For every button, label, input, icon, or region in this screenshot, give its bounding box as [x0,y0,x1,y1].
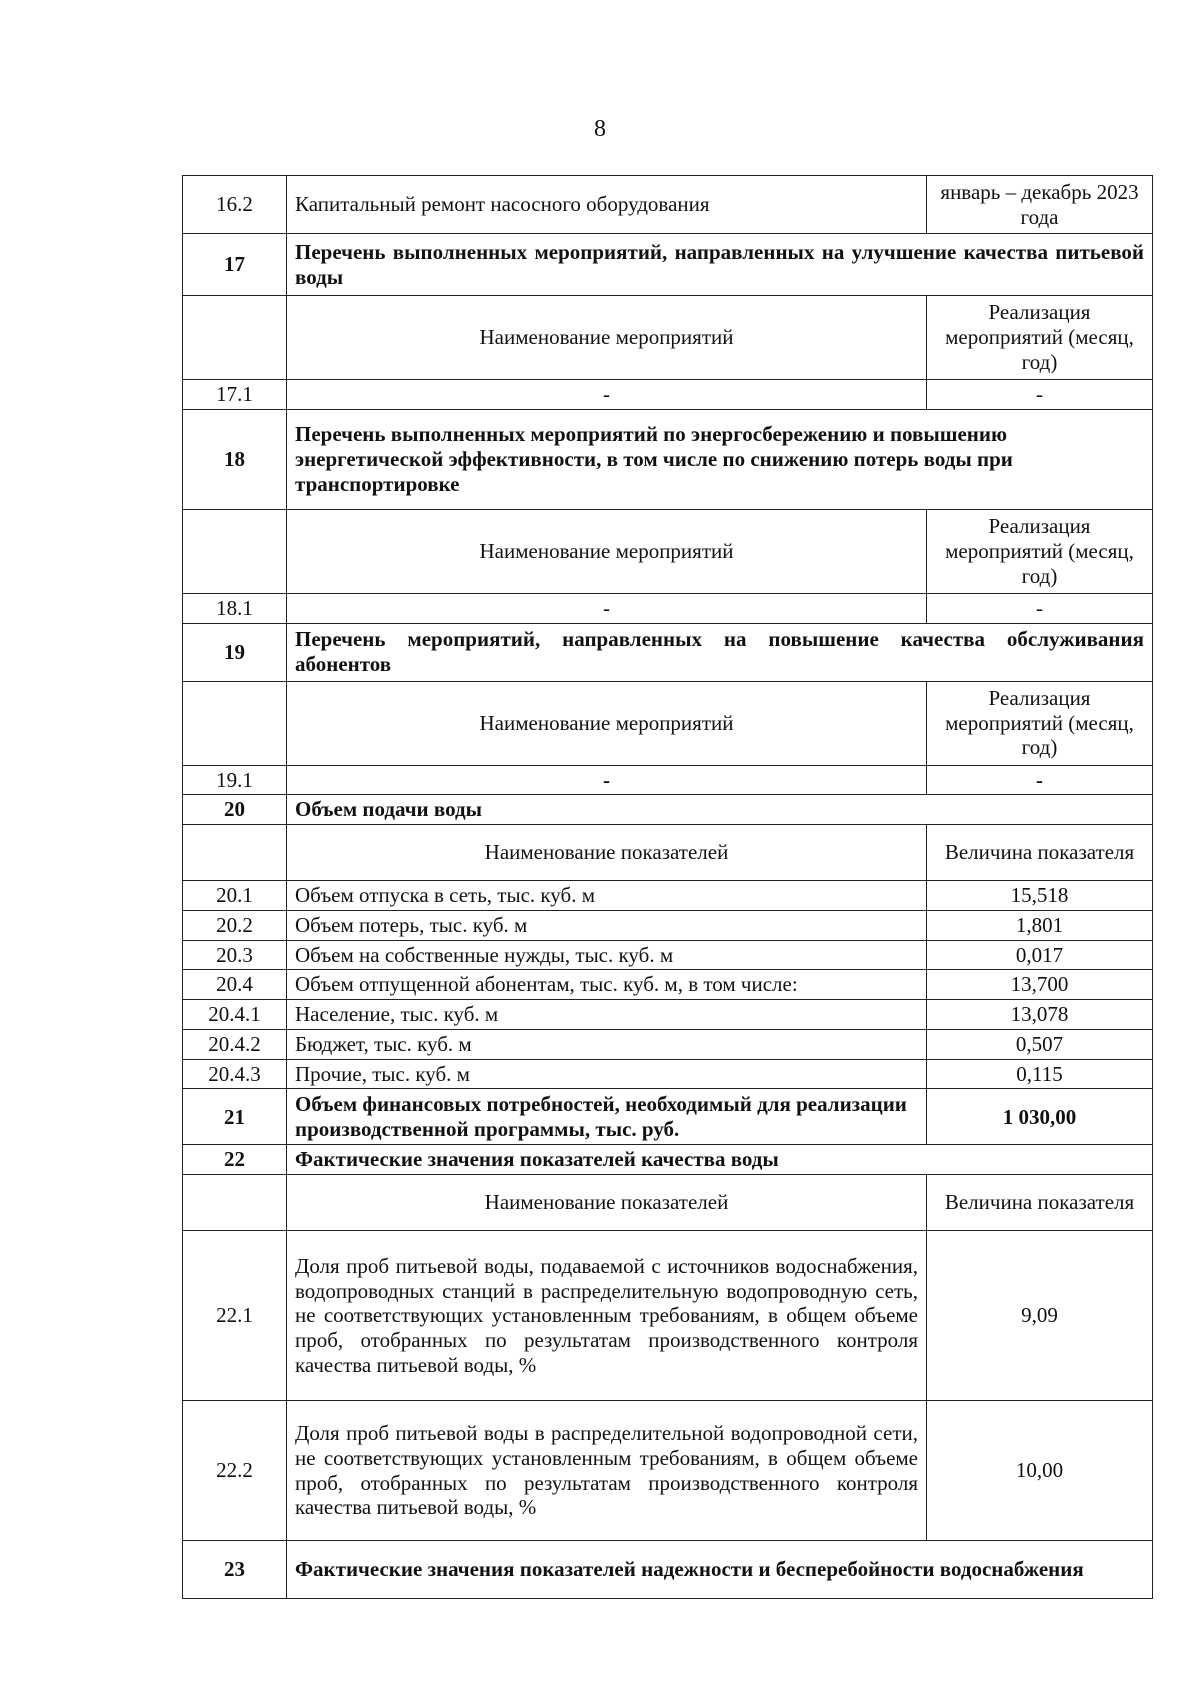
section-header-row [183,409,1153,509]
section-number: 23 [183,1541,287,1599]
section-header-row [183,795,1153,825]
row-number: 22.1 [183,1231,287,1401]
row-value: 13,700 [927,970,1153,1000]
section-title: Перечень выполненных мероприятий по энергосбережению и повышению энергетической эффективности, в том числе по снижению потерь воды при транспортировке [287,409,1153,509]
section-title: Перечень мероприятий, направленных на повышение качества обслуживания абонентов [287,623,1153,681]
table-row [183,881,1153,911]
row-value: 15,518 [927,881,1153,911]
table-row [183,593,1153,623]
row-value: - [927,593,1153,623]
empty-cell [183,509,287,593]
row-name: Капитальный ремонт насосного оборудования [287,176,927,234]
column-header-name: Наименование показателей [287,825,927,881]
table-row [183,1029,1153,1059]
row-name: Объем финансовых потребностей, необходимый для реализации производственной программы, тыс. руб. [287,1089,927,1145]
table-row [183,1089,1153,1145]
row-name: Объем отпущенной абонентам, тыс. куб. м, в том числе: [287,970,927,1000]
column-header-row [183,1175,1153,1231]
row-name: Доля проб питьевой воды в распределительной водопроводной сети, не соответствующих установленным требованиям, в общем объеме проб, отобранных по результатам производственного контроля качества питьевой воды, % [287,1401,927,1541]
table-row [183,1401,1153,1541]
row-name: Объем потерь, тыс. куб. м [287,910,927,940]
row-name: Прочие, тыс. куб. м [287,1059,927,1089]
row-number: 19.1 [183,765,287,795]
row-number: 21 [183,1089,287,1145]
section-header-row [183,1541,1153,1599]
table-row [183,176,1153,234]
row-number: 20.4.2 [183,1029,287,1059]
table-row [183,1059,1153,1089]
page-number: 8 [594,116,606,142]
row-value: - [927,380,1153,410]
row-number: 16.2 [183,176,287,234]
section-number: 18 [183,409,287,509]
column-header-value: Реализация мероприятий (месяц, год) [927,681,1153,765]
table-row [183,380,1153,410]
section-title: Перечень выполненных мероприятий, направленных на улучшение качества питьевой воды [287,234,1153,296]
section-title: Объем подачи воды [287,795,1153,825]
column-header-row [183,825,1153,881]
row-name: Объем отпуска в сеть, тыс. куб. м [287,881,927,911]
column-header-name: Наименование показателей [287,1175,927,1231]
row-number: 20.1 [183,881,287,911]
empty-cell [183,681,287,765]
indicators-table [182,175,1153,1599]
column-header-name: Наименование мероприятий [287,296,927,380]
column-header-value: Реализация мероприятий (месяц, год) [927,296,1153,380]
column-header-value: Реализация мероприятий (месяц, год) [927,509,1153,593]
section-title: Фактические значения показателей надежности и бесперебойности водоснабжения [287,1541,1153,1599]
table-row [183,1000,1153,1030]
column-header-row [183,296,1153,380]
row-name: - [287,593,927,623]
row-name: - [287,380,927,410]
row-value: 0,507 [927,1029,1153,1059]
row-name: Объем на собственные нужды, тыс. куб. м [287,940,927,970]
row-value: 10,00 [927,1401,1153,1541]
row-value: январь – декабрь 2023 года [927,176,1153,234]
row-name: Доля проб питьевой воды, подаваемой с источников водоснабжения, водопроводных станций в распределительную водопроводную сеть, не соответствующих установленным требованиям, в общем объеме проб, отобранных по результатам производственного контроля качества питьевой воды, % [287,1231,927,1401]
row-number: 20.4.1 [183,1000,287,1030]
column-header-name: Наименование мероприятий [287,681,927,765]
column-header-row [183,509,1153,593]
section-header-row [183,234,1153,296]
row-number: 20.2 [183,910,287,940]
row-number: 17.1 [183,380,287,410]
section-number: 19 [183,623,287,681]
row-name: Население, тыс. куб. м [287,1000,927,1030]
row-value: - [927,765,1153,795]
row-number: 20.4.3 [183,1059,287,1089]
row-number: 18.1 [183,593,287,623]
table-row [183,970,1153,1000]
section-header-row [183,623,1153,681]
row-value: 13,078 [927,1000,1153,1030]
row-value: 9,09 [927,1231,1153,1401]
row-number: 20.4 [183,970,287,1000]
row-value: 0,017 [927,940,1153,970]
empty-cell [183,1175,287,1231]
row-number: 22.2 [183,1401,287,1541]
row-name: Бюджет, тыс. куб. м [287,1029,927,1059]
column-header-value: Величина показателя [927,1175,1153,1231]
column-header-value: Величина показателя [927,825,1153,881]
row-name: - [287,765,927,795]
section-number: 22 [183,1145,287,1175]
section-number: 20 [183,795,287,825]
row-number: 20.3 [183,940,287,970]
empty-cell [183,296,287,380]
row-value: 0,115 [927,1059,1153,1089]
row-value: 1,801 [927,910,1153,940]
row-value: 1 030,00 [927,1089,1153,1145]
table-row [183,765,1153,795]
table-row [183,1231,1153,1401]
section-header-row [183,1145,1153,1175]
table-row [183,910,1153,940]
section-title: Фактические значения показателей качества воды [287,1145,1153,1175]
column-header-name: Наименование мероприятий [287,509,927,593]
empty-cell [183,825,287,881]
column-header-row [183,681,1153,765]
table-row [183,940,1153,970]
section-number: 17 [183,234,287,296]
